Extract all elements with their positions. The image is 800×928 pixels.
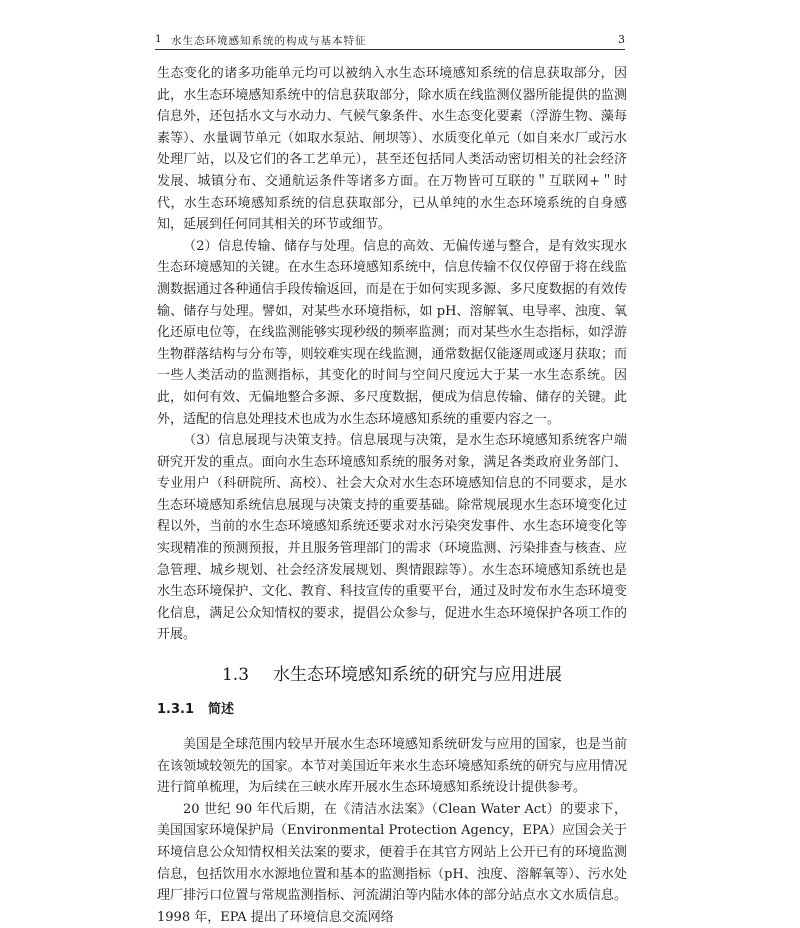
running-header	[155, 30, 625, 48]
header-chapter-number: 1	[155, 33, 162, 45]
subsection-heading	[157, 700, 627, 720]
header-rule	[155, 49, 625, 50]
section-title: 水生态环境感知系统的研究与应用进展	[273, 665, 563, 686]
page-body	[157, 63, 627, 928]
section-heading	[157, 662, 627, 688]
section-number: 1.3	[221, 665, 250, 686]
subsection-title: 简述	[208, 702, 235, 718]
header-chapter-title: 水生态环境感知系统的构成与基本特征	[171, 35, 367, 47]
page-number: 3	[618, 33, 625, 46]
subsection-number: 1.3.1	[157, 702, 195, 718]
paragraph: （3）信息展现与决策支持。信息展现与决策，是水生态环境感知系统客户端研究开发的重点。面向水生态环境感知系统的服务对象，满足各类政府业务部门、专业用户（科研院所、高校）、社会大众对水生态环境感知信息的不同要求，是水生态环境感知系统信息展现与决策支持的重要基础。除常规展现水生态环境变化过程以外，当前的水生态环境感知系统还要求对水污染突发事件、水生态环境变化等实现精准的预测预报，并且服务管理部门的需求（环境监测、污染排查与核查、应急管理、城乡规划、社会经济发展规划、舆情跟踪等）。水生态环境感知系统也是水生态环境保护、文化、教育、科技宣传的重要平台，通过及时发布水生态环境变化信息，满足公众知情权的要求，提倡公众参与，促进水生态环境保护各项工作的开展。	[157, 433, 627, 643]
paragraph: （2）信息传输、储存与处理。信息的高效、无偏传递与整合，是有效实现水生态环境感知的关键。在水生态环境感知系统中，信息传输不仅仅停留于将在线监测数据通过各种通信手段传输返回，而是在于如何实现多源、多尺度数据的有效传输、储存与处理。譬如，对某些水环境指标，如 pH、溶解氧、电导率、浊度、氧化还原电位等，在线监测能够实现秒级的频率监测；而对某些水生态指标，如浮游生物群落结构与分布等，则较难实现在线监测，通常数据仅能逐周或逐月获取；而一些人类活动的监测指标，其变化的时间与空间尺度远大于某一水生态系统。因此，如何有效、无偏地整合多源、多尺度数据，便成为信息传输、储存的关键。此外，适配的信息处理技术也成为水生态环境感知系统的重要内容之一。	[157, 238, 627, 427]
paragraph: 20 世纪 90 年代后期，在《清洁水法案》（Clean Water Act）的要求下，美国国家环境保护局（Environmental Protection Agency，EPA）应国会关于环境信息公众知情权相关法案的要求，便着手在其官方网站上公开已有的环境监测信息，包括饮用水水源地位置和基本的监测指标（pH、浊度、溶解氧等）、污水处理厂排污口位置与常规监测指标、河流湖泊等内陆水体的部分站点水文水质信息。1998 年，EPA 提出了环境信息交流网络	[157, 801, 627, 925]
paragraph: 生态变化的诸多功能单元均可以被纳入水生态环境感知系统的信息获取部分，因此，水生态环境感知系统中的信息获取部分，除水质在线监测仪器所能提供的监测信息外，还包括水文与水动力、气候气象条件、水生态变化要素（浮游生物、藻每素等）、水量调节单元（如取水泵站、闸坝等）、水质变化单元（如自来水厂或污水处理厂站，以及它们的各工艺单元），甚至还包括同人类活动密切相关的社会经济发展、城镇分布、交通航运条件等诸多方面。在万物皆可互联的＂互联网+＂时代，水生态环境感知系统的信息获取部分，已从单纯的水生态环境系统的自身感知，延展到任何同其相关的环节或细节。	[157, 66, 627, 233]
paragraph: 美国是全球范围内较早开展水生态环境感知系统研发与应用的国家，也是当前在该领域较领先的国家。本节对美国近年来水生态环境感知系统的研究与应用情况进行简单梳理，为后续在三峡水库开展水生态环境感知系统设计提供参考。	[157, 737, 627, 796]
